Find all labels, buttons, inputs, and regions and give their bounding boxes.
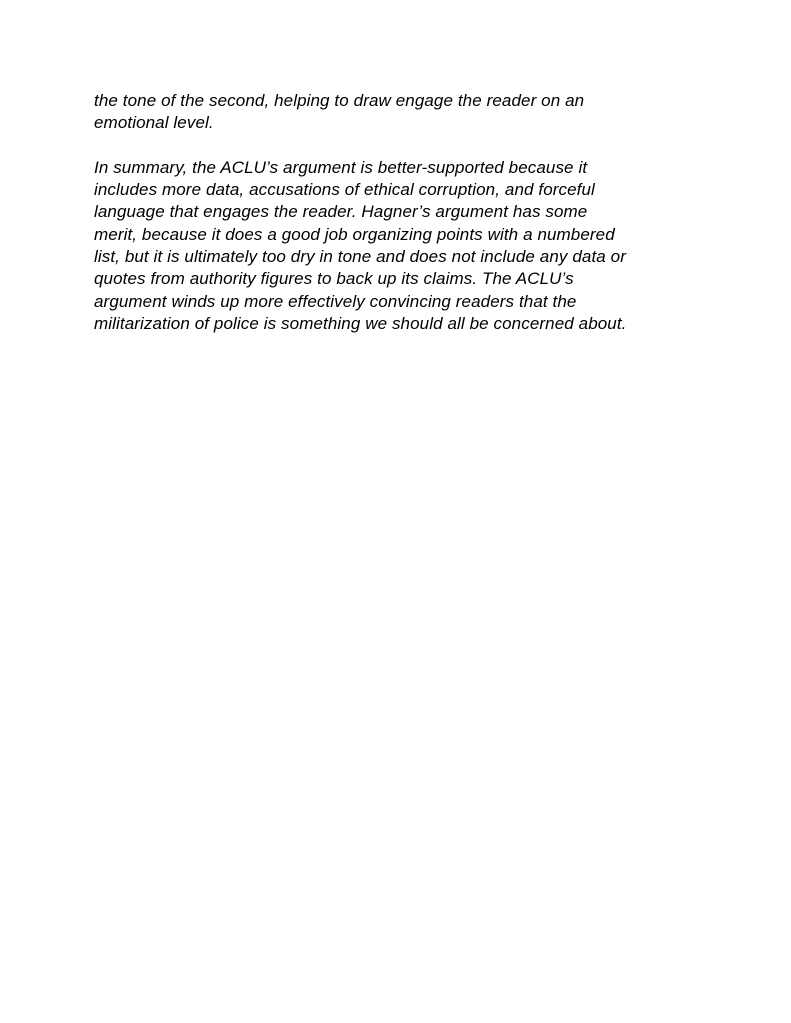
- text-line: includes more data, accusations of ethical corruption, and forceful: [94, 180, 595, 200]
- text-line: the tone of the second, helping to draw engage the reader on an: [94, 91, 585, 110]
- text-line: In summary, the ACLU’s argument is better-supported because it: [94, 157, 588, 177]
- paragraph: [94, 157, 734, 335]
- text-line: merit, because it does a good job organizing points with a numbered: [94, 224, 615, 244]
- text-line: argument winds up more effectively convincing readers that the: [94, 291, 577, 311]
- text-line: quotes from authority figures to back up its claims. The ACLU’s: [94, 269, 574, 289]
- text-line: militarization of police is something we should all be concerned about.: [94, 313, 627, 333]
- document-text-block: [94, 90, 734, 335]
- text-line: emotional level.: [94, 113, 214, 133]
- text-line: language that engages the reader. Hagner’s argument has some: [94, 202, 588, 222]
- text-line: list, but it is ultimately too dry in tone and does not include any data or: [94, 247, 626, 267]
- paragraph: [94, 90, 734, 135]
